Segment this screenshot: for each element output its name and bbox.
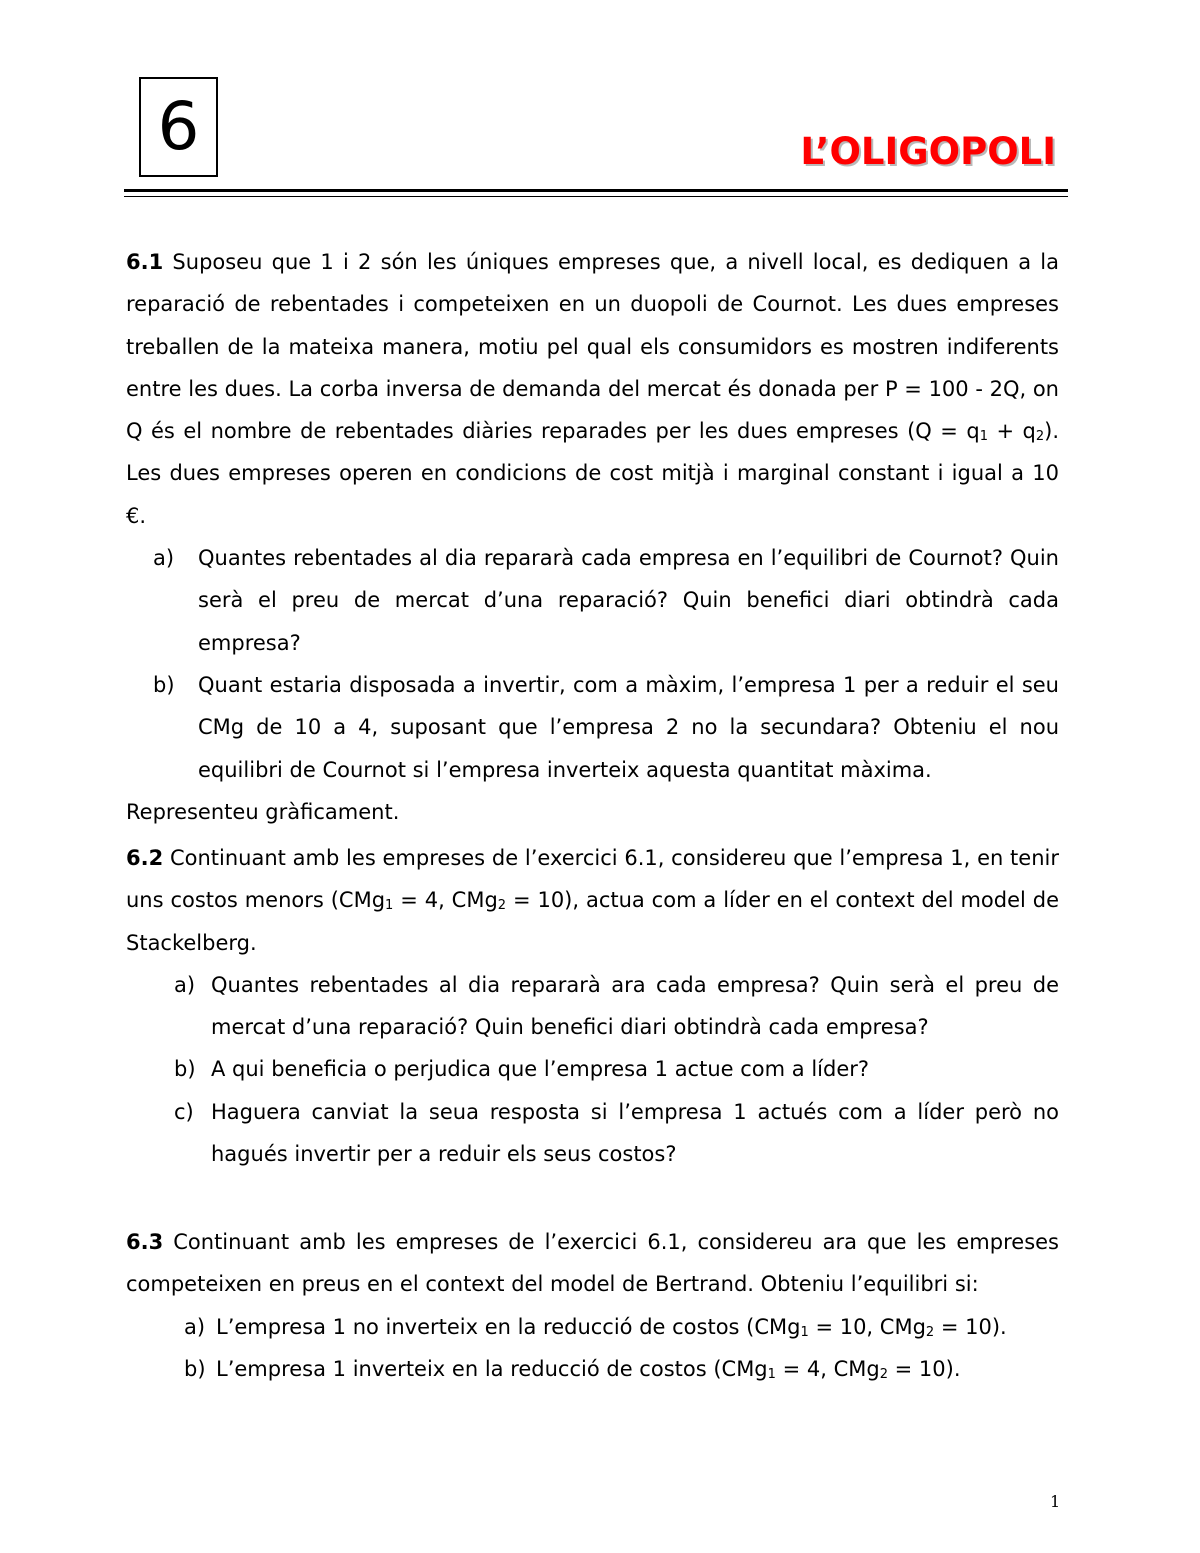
exercise-number: 6.1 <box>126 250 164 274</box>
question-b: b) L’empresa 1 inverteix en la reducció de costos (CMg$_1$ = 4, CMg$_2$ = 10). <box>126 1348 1059 1390</box>
question-label: c) <box>174 1099 194 1124</box>
question-label: a) <box>174 972 196 997</box>
chapter-number-box: 6 <box>139 77 218 177</box>
question-a: a) Quantes rebentades al dia repararà ara cada empresa? Quin serà el preu de mercat d’una reparació? Quin benefici diari obtindrà cada empresa? <box>126 964 1059 1049</box>
chapter-title: L’OLIGOPOLI <box>800 130 1056 173</box>
exercise-number: 6.3 <box>126 1230 164 1254</box>
question-a: a) L’empresa 1 no inverteix en la reducció de costos (CMg$_1$ = 10, CMg$_2$ = 10). <box>126 1306 1059 1348</box>
question-label: a) <box>184 1314 206 1339</box>
exercise-6-2 <box>126 837 1059 1175</box>
question-b: b) Quant estaria disposada a invertir, com a màxim, l’empresa 1 per a reduir el seu CMg de 10 a 4, suposant que l’empresa 2 no la secundara? Obteniu el nou equilibri de Cournot si l’empresa inverteix aquesta quantitat màxima. <box>126 664 1059 791</box>
header-rule-thin <box>124 196 1068 197</box>
exercise-number: 6.2 <box>126 846 164 870</box>
question-b: b) A qui beneficia o perjudica que l’empresa 1 actue com a líder? <box>126 1048 1059 1090</box>
exercise-6-1-closing: Representeu gràficament. <box>126 799 400 824</box>
exercise-6-3 <box>126 1221 1059 1390</box>
exercise-6-1-statement: 6.1 Suposeu que 1 i 2 són les úniques empreses que, a nivell local, es dediquen a la reparació de rebentades i competeixen en un duopoli de Cournot. Les dues empreses treballen de la mateixa manera, motiu pel qual els consumidors es mostren indiferents entre les dues. La corba inversa de demanda del mercat és donada per P = 100 - 2Q, on Q és el nombre de rebentades diàries reparades per les dues empreses $(Q = q_1 + q_2)$. Les dues empreses operen en condicions de cost mitjà i marginal constant i igual a 10 €. <box>126 250 1059 528</box>
exercise-6-2-statement: 6.2 Continuant amb les empreses de l’exercici 6.1, considereu que l’empresa 1, en tenir uns costos menors (CMg$_1$ = 4, CMg$_2$ = 10), actua com a líder en el context del model de Stackelberg. <box>126 846 1060 955</box>
question-label: a) <box>153 546 175 571</box>
question-a: a) Quantes rebentades al dia repararà cada empresa en l’equilibri de Cournot? Quin serà el preu de mercat d’una reparació? Quin benefici diari obtindrà cada empresa? <box>126 537 1059 664</box>
question-label: b) <box>184 1356 206 1381</box>
exercise-6-3-statement: 6.3 Continuant amb les empreses de l’exercici 6.1, considereu ara que les empreses competeixen en preus en el context del model de Bertrand. Obteniu l’equilibri si: <box>126 1230 1059 1297</box>
question-c: c) Haguera canviat la seua resposta si l’empresa 1 actués com a líder però no hagués invertir per a reduir els seus costos? <box>126 1091 1059 1176</box>
exercise-6-1 <box>126 241 1059 833</box>
question-label: b) <box>153 672 175 697</box>
header-rule-thick <box>124 189 1068 192</box>
question-label: b) <box>174 1057 196 1082</box>
page-number: 1 <box>1050 1492 1061 1511</box>
